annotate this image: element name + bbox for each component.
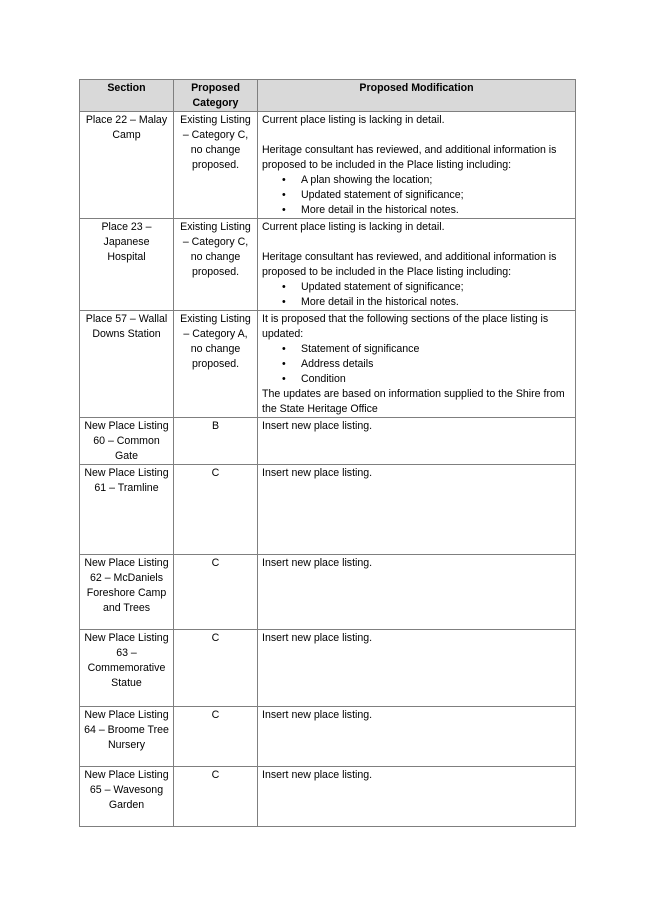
category-cell: C (174, 630, 258, 707)
table-header (80, 80, 576, 112)
modification-cell (258, 112, 576, 219)
section-cell: Place 22 – Malay Camp (80, 112, 174, 219)
modification-text: Insert new place listing. (262, 420, 373, 432)
section-cell: New Place Listing 62 – McDaniels Foreshore Camp and Trees (80, 555, 174, 630)
table-row (80, 630, 576, 707)
table-row (80, 311, 576, 418)
table-row (80, 767, 576, 827)
list-item: • Updated statement of significance; (262, 188, 571, 203)
table-row (80, 465, 576, 555)
table-row (80, 219, 576, 311)
modification-cell (258, 465, 576, 555)
list-item: • A plan showing the location; (262, 173, 571, 188)
category-cell: Existing Listing – Category C, no change proposed. (174, 219, 258, 311)
modification-text: Current place listing is lacking in detail. (262, 221, 445, 233)
category-cell: C (174, 707, 258, 767)
modification-cell (258, 630, 576, 707)
modification-text: Insert new place listing. (262, 632, 373, 644)
table-row (80, 418, 576, 465)
modification-cell (258, 219, 576, 311)
bullet-list (262, 280, 571, 310)
list-item: • Condition (262, 372, 571, 387)
bullet-list (262, 173, 571, 218)
section-cell: Place 23 – Japanese Hospital (80, 219, 174, 311)
header-category: Proposed Category (174, 80, 258, 112)
table-row (80, 555, 576, 630)
modification-cell (258, 555, 576, 630)
modification-cell (258, 707, 576, 767)
table-body (80, 112, 576, 827)
modification-text: Insert new place listing. (262, 709, 373, 721)
modification-text: Current place listing is lacking in detail. (262, 114, 445, 126)
table-row (80, 112, 576, 219)
modification-text: Heritage consultant has reviewed, and additional information is proposed to be included in the Place listing including: (262, 251, 557, 278)
list-item: • Statement of significance (262, 342, 571, 357)
list-item: • Address details (262, 357, 571, 372)
modification-text: Insert new place listing. (262, 769, 373, 781)
modification-text: Insert new place listing. (262, 467, 373, 479)
modification-text: Insert new place listing. (262, 557, 373, 569)
modifications-table (79, 79, 576, 827)
category-cell: B (174, 418, 258, 465)
modification-text: Heritage consultant has reviewed, and additional information is proposed to be included in the Place listing including: (262, 144, 557, 171)
section-cell: New Place Listing 60 – Common Gate (80, 418, 174, 465)
category-cell: Existing Listing – Category C, no change proposed. (174, 112, 258, 219)
list-item: • More detail in the historical notes. (262, 203, 571, 218)
modification-cell (258, 418, 576, 465)
section-cell: Place 57 – Wallal Downs Station (80, 311, 174, 418)
modification-cell (258, 311, 576, 418)
header-modification: Proposed Modification (258, 80, 576, 112)
category-cell: C (174, 465, 258, 555)
header-section: Section (80, 80, 174, 112)
list-item: • Updated statement of significance; (262, 280, 571, 295)
list-item: • More detail in the historical notes. (262, 295, 571, 310)
table-row (80, 707, 576, 767)
modification-cell (258, 767, 576, 827)
modification-text: The updates are based on information supplied to the Shire from the State Heritage Office (262, 388, 565, 415)
bullet-list (262, 342, 571, 387)
section-cell: New Place Listing 61 – Tramline (80, 465, 174, 555)
section-cell: New Place Listing 65 – Wavesong Garden (80, 767, 174, 827)
header-row (80, 80, 576, 112)
category-cell: Existing Listing – Category A, no change proposed. (174, 311, 258, 418)
category-cell: C (174, 767, 258, 827)
section-cell: New Place Listing 63 – Commemorative Statue (80, 630, 174, 707)
section-cell: New Place Listing 64 – Broome Tree Nursery (80, 707, 174, 767)
category-cell: C (174, 555, 258, 630)
modification-text: It is proposed that the following sections of the place listing is updated: (262, 313, 549, 340)
